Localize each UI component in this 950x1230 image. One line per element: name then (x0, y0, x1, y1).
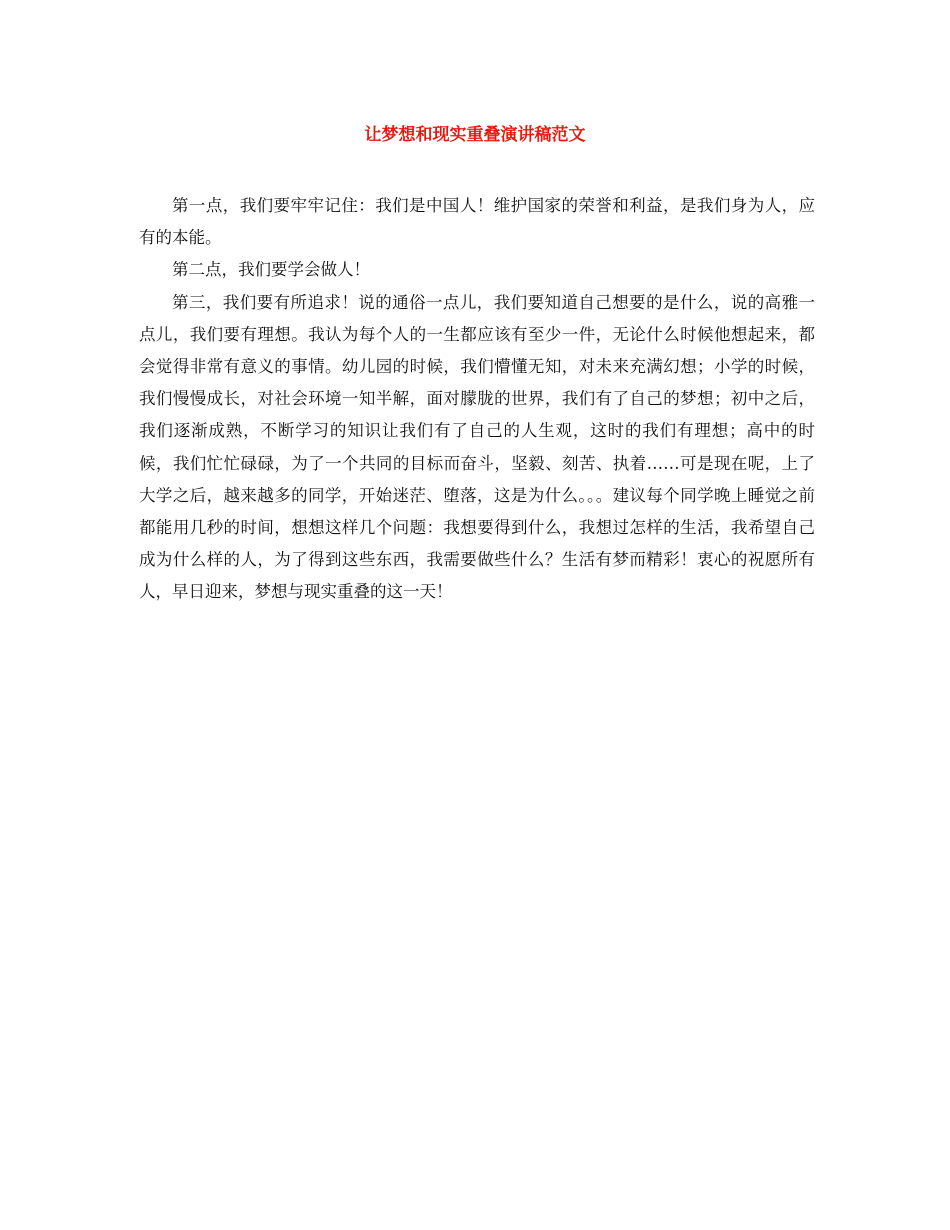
document-body (139, 190, 815, 609)
paragraph-3: 第三，我们要有所追求！说的通俗一点儿，我们要知道自己想要的是什么，说的高雅一点儿，我们要有理想。我认为每个人的一生都应该有至少一件，无论什么时候他想起来，都会觉得非常有意义的事情。幼儿园的时候，我们懵懂无知，对未来充满幻想；小学的时候，我们慢慢成长，对社会环境一知半解，面对朦胧的世界，我们有了自己的梦想；初中之后，我们逐渐成熟，不断学习的知识让我们有了自己的人生观，这时的我们有理想；高中的时候，我们忙忙碌碌，为了一个共同的目标而奋斗，坚毅、刻苦、执着……可是现在呢，上了大学之后，越来越多的同学，开始迷茫、堕落，这是为什么。。。建议每个同学晚上睡觉之前都能用几秒的时间，想想这样几个问题：我想要得到什么，我想过怎样的生活，我希望自己成为什么样的人，为了得到这些东西，我需要做些什么？生活有梦而精彩！衷心的祝愿所有人，早日迎来，梦想与现实重叠的这一天！ (139, 292, 815, 602)
paragraph-1: 第一点，我们要牢牢记住：我们是中国人！维护国家的荣誉和利益，是我们身为人，应有的本能。 (139, 196, 815, 248)
paragraph-2: 第二点，我们要学会做人！ (172, 260, 370, 280)
document-title: 让梦想和现实重叠演讲稿范文 (364, 125, 586, 145)
